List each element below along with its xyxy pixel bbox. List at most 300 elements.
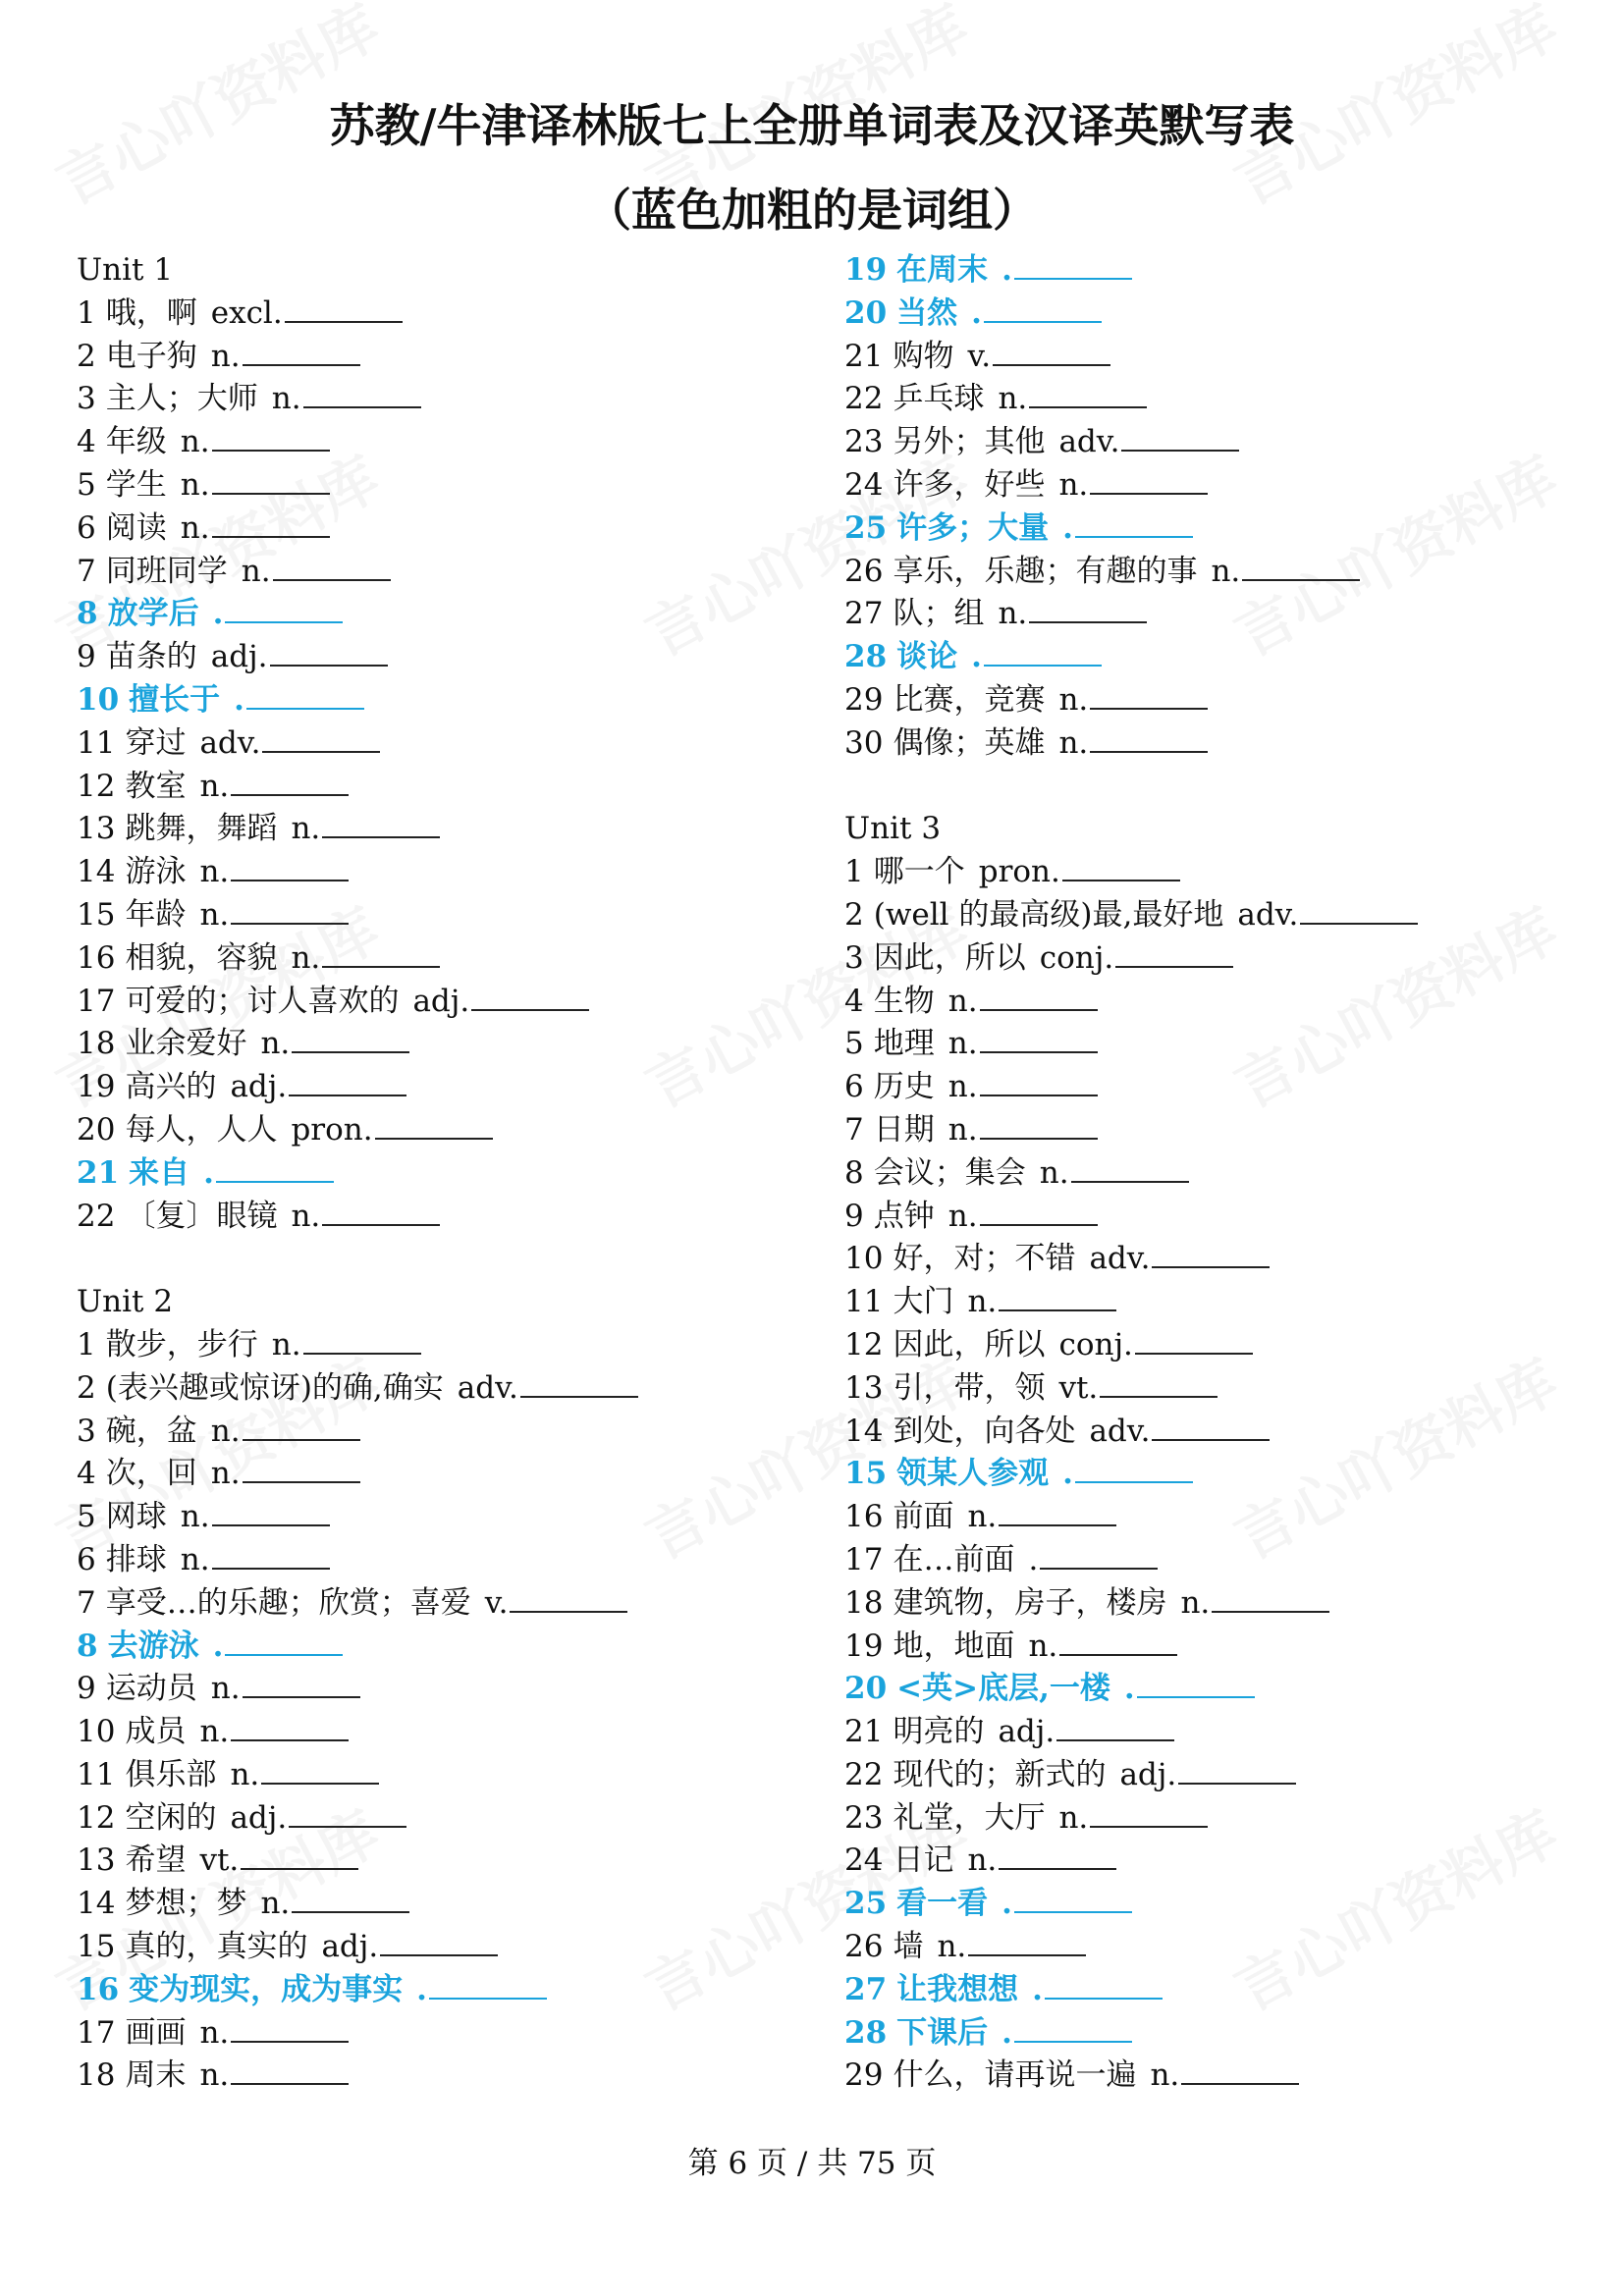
item-part-of-speech: n. [271, 1326, 301, 1362]
item-part-of-speech: n. [210, 1456, 241, 1492]
item-part-of-speech: vt. [1058, 1369, 1099, 1406]
answer-blank[interactable] [1100, 1395, 1218, 1398]
item-chinese: 引，带，领 [893, 1369, 1046, 1406]
vocab-item [844, 937, 1551, 981]
item-chinese: 画画 [125, 2014, 187, 2051]
vocab-item [844, 1281, 1551, 1324]
item-chinese: 主人；大师 [105, 381, 258, 417]
answer-blank[interactable] [243, 1695, 360, 1698]
item-part-of-speech: n. [210, 1671, 241, 1707]
answer-blank[interactable] [1090, 492, 1208, 495]
item-chinese: 来自 [129, 1154, 190, 1191]
vocab-item [77, 636, 784, 679]
item-number: 15 [77, 1929, 116, 1965]
item-part-of-speech: n. [1180, 1584, 1211, 1621]
item-part-of-speech: adv. [1089, 1413, 1151, 1449]
vocab-phrase-item [77, 1626, 784, 1669]
vocab-item [77, 2012, 784, 2056]
vocab-item [844, 851, 1551, 894]
answer-blank[interactable] [212, 1523, 330, 1526]
vocab-item [844, 421, 1551, 464]
item-chinese: 到处，向各处 [893, 1413, 1076, 1449]
vocab-item [77, 1023, 784, 1066]
vocab-item [77, 1324, 784, 1367]
item-chinese: 因此，所以 [893, 1326, 1046, 1362]
item-number: 6 [77, 1541, 96, 1577]
item-number: 1 [844, 854, 864, 890]
answer-blank[interactable] [1045, 1997, 1163, 2000]
answer-blank[interactable] [1056, 1738, 1174, 1741]
answer-blank[interactable] [999, 1867, 1116, 1870]
item-number: 19 [77, 1069, 116, 1105]
answer-blank[interactable] [984, 664, 1102, 667]
answer-blank[interactable] [243, 1480, 360, 1483]
item-chinese: 什么，请再说一遍 [893, 2057, 1137, 2094]
vocab-item [77, 1668, 784, 1711]
answer-blank[interactable] [980, 1137, 1098, 1140]
item-number: 13 [77, 1842, 116, 1879]
answer-blank[interactable] [1059, 1653, 1177, 1656]
answer-blank[interactable] [289, 1825, 406, 1828]
item-part-of-speech: v. [967, 338, 992, 374]
answer-blank[interactable] [1121, 449, 1239, 452]
item-chinese: 看一看 [896, 1886, 989, 1922]
vocab-item [844, 1238, 1551, 1281]
item-chinese: 因此，所以 [873, 939, 1026, 976]
item-chinese: 希望 [125, 1842, 187, 1879]
answer-blank[interactable] [231, 793, 349, 796]
item-part-of-speech: n. [199, 854, 230, 890]
item-part-of-speech: . [1062, 1456, 1073, 1492]
answer-blank[interactable] [1040, 1567, 1158, 1570]
item-chinese: 苗条的 [105, 639, 197, 675]
item-part-of-speech: . [234, 681, 244, 718]
item-number: 9 [77, 1671, 96, 1707]
item-chinese: 购物 [893, 338, 954, 374]
answer-blank[interactable] [999, 1523, 1116, 1526]
answer-blank[interactable] [292, 1050, 409, 1053]
answer-blank[interactable] [1090, 1825, 1208, 1828]
answer-blank[interactable] [225, 1653, 343, 1656]
answer-blank[interactable] [1137, 1695, 1255, 1698]
answer-blank[interactable] [1075, 1480, 1193, 1483]
answer-blank[interactable] [1090, 707, 1208, 710]
item-part-of-speech: n. [1058, 466, 1089, 503]
item-part-of-speech: n. [291, 811, 321, 847]
item-chinese: 擅长于 [129, 681, 221, 718]
item-number: 16 [77, 1971, 120, 2007]
item-number: 2 [77, 338, 96, 374]
vocab-item [77, 1367, 784, 1411]
item-chinese: 偶像；英雄 [893, 724, 1046, 761]
answer-blank[interactable] [968, 1953, 1086, 1956]
item-part-of-speech: excl. [210, 294, 283, 331]
item-chinese: 建筑物，房子，楼房 [893, 1584, 1167, 1621]
vocab-item [844, 378, 1551, 421]
answer-blank[interactable] [270, 664, 388, 667]
item-part-of-speech: n. [199, 2057, 230, 2094]
item-part-of-speech: n. [1058, 1799, 1089, 1836]
item-chinese: <英>底层,一楼 [896, 1671, 1110, 1707]
item-chinese: 每人，人人 [125, 1111, 278, 1148]
item-chinese: 领某人参观 [896, 1456, 1050, 1492]
item-chinese: 队；组 [893, 596, 985, 632]
answer-blank[interactable] [380, 1953, 498, 1956]
vocab-item [77, 1926, 784, 1969]
answer-blank[interactable] [1071, 1180, 1189, 1183]
item-part-of-speech: n. [260, 1026, 291, 1062]
item-number: 3 [77, 381, 96, 417]
item-part-of-speech: n. [199, 2014, 230, 2051]
item-number: 28 [844, 2014, 888, 2051]
item-number: 11 [77, 724, 116, 761]
item-chinese: 会议；集会 [873, 1154, 1026, 1191]
item-chinese: 空闲的 [125, 1799, 217, 1836]
page-title: 苏教/牛津译林版七上全册单词表及汉译英默写表 [329, 99, 1295, 152]
answer-blank[interactable] [1090, 750, 1208, 753]
item-number: 23 [844, 424, 884, 460]
item-part-of-speech: adv. [1058, 424, 1120, 460]
answer-blank[interactable] [225, 620, 343, 623]
answer-blank[interactable] [375, 1137, 493, 1140]
item-number: 12 [77, 1799, 116, 1836]
answer-blank[interactable] [1029, 405, 1147, 408]
item-chinese: 日期 [873, 1111, 935, 1148]
vocab-item [77, 1797, 784, 1841]
item-number: 16 [77, 939, 116, 976]
answer-blank[interactable] [1075, 535, 1193, 538]
item-part-of-speech: n. [1039, 1154, 1069, 1191]
item-part-of-speech: pron. [291, 1111, 373, 1148]
answer-blank[interactable] [1178, 1782, 1296, 1785]
item-part-of-speech: n. [947, 1111, 978, 1148]
answer-blank[interactable] [980, 1094, 1098, 1096]
item-chinese: 梦想；梦 [125, 1886, 247, 1922]
vocab-item [844, 679, 1551, 722]
item-chinese: 年级 [105, 424, 167, 460]
item-part-of-speech: n. [947, 983, 978, 1019]
answer-blank[interactable] [999, 1308, 1116, 1311]
item-number: 14 [844, 1413, 884, 1449]
item-chinese: 散步，步行 [105, 1326, 258, 1362]
item-number: 25 [844, 509, 888, 546]
vocab-phrase-item [844, 1969, 1551, 2012]
answer-blank[interactable] [212, 492, 330, 495]
answer-blank[interactable] [1242, 578, 1360, 581]
item-part-of-speech: . [1123, 1671, 1135, 1707]
item-part-of-speech: n. [947, 1198, 978, 1234]
answer-blank[interactable] [1062, 879, 1180, 881]
answer-blank[interactable] [262, 750, 380, 753]
item-part-of-speech: adv. [199, 724, 261, 761]
item-chinese: 生物 [873, 983, 935, 1019]
item-part-of-speech: n. [967, 1499, 998, 1535]
item-chinese: 许多，好些 [893, 466, 1046, 503]
answer-blank[interactable] [1014, 2040, 1132, 2043]
item-chinese: 现代的；新式的 [893, 1756, 1107, 1792]
answer-blank[interactable] [429, 1997, 547, 2000]
item-number: 7 [844, 1111, 864, 1148]
vocab-item [844, 1582, 1551, 1626]
answer-blank[interactable] [1014, 1910, 1132, 1913]
vocab-item [77, 2055, 784, 2098]
answer-blank[interactable] [980, 1050, 1098, 1053]
answer-blank[interactable] [1014, 277, 1132, 280]
item-part-of-speech: adj. [210, 639, 268, 675]
item-part-of-speech: n. [180, 1499, 210, 1535]
item-number: 4 [77, 424, 96, 460]
item-number: 25 [844, 1886, 888, 1922]
answer-blank[interactable] [285, 320, 403, 323]
item-part-of-speech: adj. [230, 1799, 288, 1836]
answer-blank[interactable] [292, 1910, 409, 1913]
vocab-item [844, 894, 1551, 937]
item-part-of-speech: adj. [1119, 1756, 1177, 1792]
item-chinese: 碗，盆 [105, 1413, 197, 1449]
item-chinese: 哪一个 [873, 854, 965, 890]
answer-blank[interactable] [980, 1008, 1098, 1011]
answer-blank[interactable] [1115, 965, 1233, 968]
vocab-item [77, 421, 784, 464]
item-part-of-speech: n. [199, 1714, 230, 1750]
answer-blank[interactable] [231, 1738, 349, 1741]
item-number: 4 [77, 1456, 96, 1492]
item-number: 20 [77, 1111, 116, 1148]
answer-blank[interactable] [216, 1180, 334, 1183]
item-number: 12 [77, 768, 116, 804]
vocab-item [77, 808, 784, 851]
answer-blank[interactable] [1152, 1265, 1270, 1268]
item-number: 21 [77, 1154, 120, 1191]
item-chinese: 享受…的乐趣；欣赏；喜爱 [105, 1584, 471, 1621]
vocab-item [844, 1754, 1551, 1797]
item-chinese: 穿过 [125, 724, 187, 761]
answer-blank[interactable] [1181, 2082, 1299, 2085]
item-number: 4 [844, 983, 864, 1019]
item-chinese: 运动员 [105, 1671, 197, 1707]
vocab-item [844, 1926, 1551, 1969]
item-part-of-speech: adv. [457, 1369, 518, 1406]
vocab-item [77, 1582, 784, 1626]
answer-blank[interactable] [243, 363, 360, 366]
answer-blank[interactable] [1212, 1610, 1329, 1613]
answer-blank[interactable] [471, 1008, 589, 1011]
item-number: 26 [844, 1929, 884, 1965]
vocab-item [77, 1196, 784, 1239]
item-part-of-speech: n. [1211, 553, 1241, 589]
vocab-phrase-item [844, 2012, 1551, 2056]
vocab-phrase-item [77, 679, 784, 722]
answer-blank[interactable] [231, 879, 349, 881]
vocab-item [844, 1152, 1551, 1196]
item-part-of-speech: . [1032, 1971, 1043, 2007]
item-chinese: 点钟 [873, 1198, 935, 1234]
item-part-of-speech: n. [210, 338, 241, 374]
item-chinese: 〔复〕眼镜 [125, 1198, 278, 1234]
item-number: 9 [844, 1198, 864, 1234]
item-chinese: 学生 [105, 466, 167, 503]
item-chinese: 哦，啊 [105, 294, 197, 331]
vocab-phrase-item [77, 1969, 784, 2012]
answer-blank[interactable] [303, 405, 421, 408]
answer-blank[interactable] [231, 2040, 349, 2043]
item-chinese: 比赛，竞赛 [893, 681, 1046, 718]
item-chinese: 前面 [893, 1499, 954, 1535]
vocab-item [844, 1797, 1551, 1841]
item-number: 28 [844, 639, 888, 675]
vocab-item [844, 1324, 1551, 1367]
item-part-of-speech: n. [1058, 724, 1089, 761]
item-part-of-speech: n. [1028, 1628, 1058, 1664]
item-part-of-speech: . [1001, 2014, 1012, 2051]
item-part-of-speech: adj. [998, 1714, 1056, 1750]
item-number: 27 [844, 1971, 888, 2007]
item-number: 15 [77, 896, 116, 933]
answer-blank[interactable] [322, 965, 440, 968]
item-chinese: 当然 [896, 294, 958, 331]
vocab-item [77, 981, 784, 1024]
answer-blank[interactable] [520, 1395, 638, 1398]
item-part-of-speech: . [1028, 1541, 1039, 1577]
answer-blank[interactable] [241, 1867, 358, 1870]
item-chinese: 周末 [125, 2057, 187, 2094]
item-chinese: 网球 [105, 1499, 167, 1535]
item-number: 6 [844, 1069, 864, 1105]
item-number: 24 [844, 466, 884, 503]
vocab-item [844, 981, 1551, 1024]
item-number: 17 [844, 1541, 884, 1577]
item-chinese: 年龄 [125, 896, 187, 933]
item-part-of-speech: adj. [230, 1069, 288, 1105]
vocab-item [77, 464, 784, 507]
item-part-of-speech: . [1001, 252, 1012, 288]
answer-blank[interactable] [261, 1782, 379, 1785]
answer-blank[interactable] [322, 835, 440, 838]
answer-blank[interactable] [303, 1352, 421, 1355]
item-number: 16 [844, 1499, 884, 1535]
answer-blank[interactable] [322, 1223, 440, 1226]
item-chinese: 好，对；不错 [893, 1241, 1076, 1277]
item-chinese: 让我想想 [896, 1971, 1019, 2007]
item-part-of-speech: n. [199, 768, 230, 804]
item-number: 21 [844, 338, 884, 374]
vocab-item [77, 1883, 784, 1926]
vocab-item [844, 1496, 1551, 1539]
item-number: 5 [77, 466, 96, 503]
answer-blank[interactable] [231, 922, 349, 925]
item-number: 20 [844, 1671, 888, 1707]
item-chinese: 高兴的 [125, 1069, 217, 1105]
item-chinese: 另外；其他 [893, 424, 1046, 460]
page-subtitle: （蓝色加粗的是词组） [586, 184, 1038, 237]
vocab-item [844, 593, 1551, 636]
item-part-of-speech: adv. [1089, 1241, 1151, 1277]
vocab-item [77, 1066, 784, 1109]
item-part-of-speech: n. [998, 381, 1028, 417]
answer-blank[interactable] [1135, 1352, 1253, 1355]
vocab-item [844, 1711, 1551, 1754]
vocab-item [77, 1109, 784, 1152]
item-number: 19 [844, 1628, 884, 1664]
answer-blank[interactable] [231, 2082, 349, 2085]
item-chinese: 许多；大量 [896, 509, 1050, 546]
item-part-of-speech: n. [947, 1069, 978, 1105]
answer-blank[interactable] [1300, 922, 1418, 925]
vocab-item [844, 336, 1551, 379]
item-chinese: 排球 [105, 1541, 167, 1577]
item-number: 5 [844, 1026, 864, 1062]
item-part-of-speech: n. [967, 1842, 998, 1879]
item-chinese: 地理 [873, 1026, 935, 1062]
vocab-item [77, 851, 784, 894]
item-number: 13 [77, 811, 116, 847]
item-number: 29 [844, 681, 884, 718]
item-chinese: 真的，真实的 [125, 1929, 308, 1965]
item-number: 18 [77, 1026, 116, 1062]
vocab-item [844, 2055, 1551, 2098]
item-number: 20 [844, 294, 888, 331]
answer-blank[interactable] [246, 707, 364, 710]
vocab-item [77, 293, 784, 336]
answer-blank[interactable] [212, 535, 330, 538]
vocab-item [77, 378, 784, 421]
answer-blank[interactable] [273, 578, 391, 581]
answer-blank[interactable] [510, 1610, 627, 1613]
answer-blank[interactable] [1029, 620, 1147, 623]
item-number: 18 [844, 1584, 884, 1621]
vocab-phrase-item [844, 1883, 1551, 1926]
vocab-item [844, 1066, 1551, 1109]
item-number: 2 [77, 1369, 96, 1406]
item-part-of-speech: n. [1058, 681, 1089, 718]
answer-blank[interactable] [289, 1094, 406, 1096]
answer-blank[interactable] [212, 449, 330, 452]
item-number: 1 [77, 1326, 96, 1362]
vocab-item [77, 336, 784, 379]
item-part-of-speech: n. [199, 896, 230, 933]
item-part-of-speech: n. [998, 596, 1028, 632]
item-part-of-speech: n. [230, 1756, 260, 1792]
vocab-item [77, 507, 784, 551]
answer-blank[interactable] [243, 1438, 360, 1441]
vocab-item [77, 1496, 784, 1539]
item-chinese: 变为现实，成为事实 [129, 1971, 404, 2007]
item-chinese: 放学后 [107, 596, 199, 632]
vocab-item [844, 1840, 1551, 1883]
vocab-item [77, 1840, 784, 1883]
item-part-of-speech: . [203, 1154, 214, 1191]
answer-blank[interactable] [1152, 1438, 1270, 1441]
item-number: 17 [77, 983, 116, 1019]
item-chinese: 同班同学 [105, 553, 228, 589]
answer-blank[interactable] [212, 1567, 330, 1570]
item-chinese: 乒乓球 [893, 381, 985, 417]
vocab-phrase-item [844, 636, 1551, 679]
vocab-column-right [844, 249, 1551, 2098]
item-part-of-speech: adj. [412, 983, 470, 1019]
item-number: 1 [77, 294, 96, 331]
answer-blank[interactable] [984, 320, 1102, 323]
answer-blank[interactable] [980, 1223, 1098, 1226]
vocab-item [77, 894, 784, 937]
vocab-item [77, 1539, 784, 1582]
answer-blank[interactable] [993, 363, 1110, 366]
item-part-of-speech: . [971, 294, 982, 331]
vocab-item [844, 1367, 1551, 1411]
item-chinese: 跳舞，舞蹈 [125, 811, 278, 847]
item-chinese: 墙 [893, 1929, 924, 1965]
vocab-phrase-item [844, 507, 1551, 551]
